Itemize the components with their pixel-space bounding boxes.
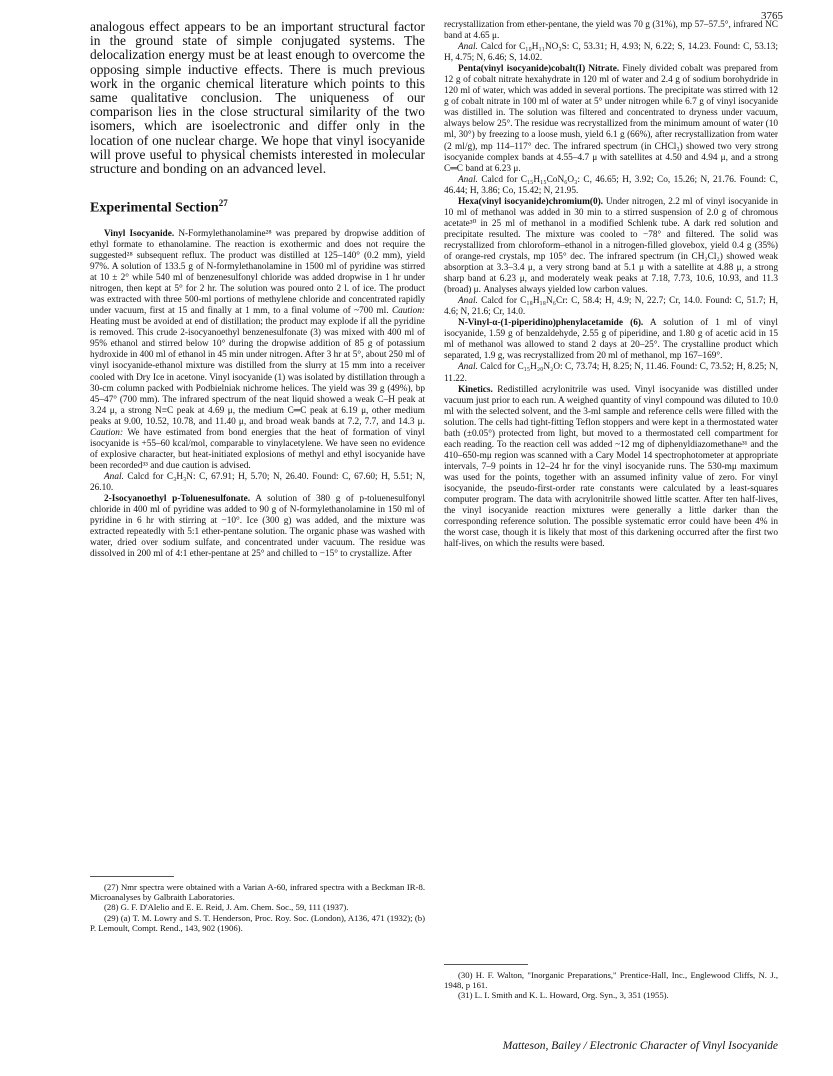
anal-cobalt-text: Calcd for C₁₅H₁₅CoN₆O₃: C, 46.65; H, 3.92; Co, 15.26; N, 21.76. Found: C, 46.44; H, 3.86; Co, 15.42; N, 21.95. [444,174,778,196]
section-heading-text: Experimental Section [90,200,219,216]
vinyl-isocyanide-title: Vinyl Isocyanide. [104,228,175,239]
footnote-29: (29) (a) T. M. Lowry and S. T. Henderson, Proc. Roy. Soc. (London), A136, 471 (1932); (b) P. Lemoult, Compt. Rend., 143, 902 (1906). [90,912,425,933]
anal-cobalt-paragraph [444,175,778,197]
kinetics-text: Redistilled acrylonitrile was used. Vinyl isocyanide was distilled under vacuum just prior to each run. A weighed quantity of vinyl compound was diluted to 10.0 ml with the selected solvent, and the 3-ml sample and reference cells were filled with the solution. The cells had tight-fitting Teflon stoppers and were kept in a thermostated water bath (±0.05°) protected from light, but moved to a thermostated cell compartment for each reading. To the reaction cell was added ~12 mg of diphenyldiazomethane³¹ and the 410–650-mμ region was scanned with a Cary Model 14 spectrophotometer at appropriate intervals, 7–9 points in 12–24 hr for the vinyl isocyanide runs. The 530-mμ maximum was used for the points, together with an assumed infinity value of zero. For vinyl isocyanide, the pseudo-first-order rate constants were calculated by a least-squares computer program. The data with acrylonitrile showed little scatter. After ten half-lives, the vinyl isocyanide reaction mixtures were generally a little darker than the corresponding reference solution. The possible systematic error could have been 4% in the worst case, though it is likely that most of this darkening occurred after the first two half-lives, on which the results were based. [444,384,779,550]
chromium-title: Hexa(vinyl isocyanide)chromium(0). [458,196,604,207]
kinetics-paragraph [444,385,778,551]
page-number: 3765 [761,10,783,22]
intro-paragraph: analogous effect appears to be an important structural factor in the ground state of simple conjugated systems. The delocalization energy must be at least enough to overcome the opposing simple inductive effects. There is much previous work in the organic chemical literature which points to this same qualitative conclusion. The uniqueness of our comparison lies in the close structural similarity of the two isomers, which are isoelectronic and differ only in the location of one nuclear charge. We hope that vinyl isocyanide will prove useful to physical chemists interested in molecular structure and bonding on an advanced level. [90,19,425,177]
cobalt-title: Penta(vinyl isocyanide)cobalt(I) Nitrate. [458,64,620,75]
piperidino-paragraph [444,318,778,362]
anal-tosylate-text: Calcd for C₁₀H₁₁NO₃S: C, 53.31; H, 4.93; N, 6.22; S, 14.23. Found: C, 53.13; H, 4.75; N, 6.46; S, 14.02. [444,42,778,64]
anal-vinyl-text: Calcd for C₃H₃N: C, 67.91; H, 5.70; N, 26.40. Found: C, 67.60; H, 5.51; N, 26.10. [90,471,425,493]
anal-tosylate-paragraph [444,42,778,64]
vinyl-isocyanide-text-3: We have estimated from bond energies that the heat of formation of vinyl isocyanide is +55–60 kcal/mol, comparable to vinylacetylene. We have seen no evidence of explosive character, but heat-initiated explosions of methyl and ethyl isocyanide have been recorded³³ and due caution is advised. [90,427,426,471]
caution-label: Caution: [391,306,425,317]
vinyl-isocyanide-text: N-Formylethanolamine²⁸ was prepared by dropwise addition of ethyl formate to ethanolamine. The reaction is exothermic and does not require the suggested²⁸ subsequent reflux. The product was distilled at 125–140° (0.2 mm), yield 97%. A solution of 133.5 g of N-formylethanolamine in 1500 ml of pyridine was stirred at 10 ± 2° while 540 ml of benzenesulfonyl chloride was added dropwise in 1 hr under nitrogen, then kept at 5° for 2 hr. The solution was poured onto 2 l. of ice. The product was extracted with three 500-ml portions of methylene chloride and concentrated rapidly under vacuum, first at 15 and finally at 1 mm, to a final volume of ~700 ml. [90,228,425,317]
tosylate-title: 2-Isocyanoethyl p-Toluenesulfonate. [104,494,251,505]
anal-label: Anal. [104,471,124,482]
footnote-rule [444,964,528,965]
left-column [90,20,425,560]
running-footer: Matteson, Bailey / Electronic Character of Vinyl Isocyanide [502,1040,778,1052]
anal-chromium-text: Calcd for C₁₈H₁₈N₆Cr: C, 58.4; H, 4.9; N, 22.7; Cr, 14.0. Found: C, 51.7; H, 4.6; N, 21.6; Cr, 14.0. [444,296,778,318]
footnote-rule [90,876,174,877]
tosylate-paragraph [90,494,425,560]
vinyl-isocyanide-text-2: Heating must be avoided at end of distillation; the product may explode if all the pyridine is removed. This crude 2-isocyanoethyl benzenesulfonate (3) was mixed with 400 ml of 95% ethanol and stirred below 10° during the dropwise addition of 85 g of potassium hydroxide in 400 ml of ethanol in 45 min under nitrogen. After 3 hr at 5°, about 250 ml of vinyl isocyanide-ethanol mixture was distilled from the slurry at 15 mm into a receiver cooled with Dry Ice in acetone. Vinyl isocyanide (1) was isolated by distillation through a 30-cm column packed with Podbielniak nichrome helices. The yield was 39 g (49%), bp 45–47° (700 mm). The infrared spectrum of the neat liquid showed a weak C–H peak at 3.24 μ, a strong N≡C peak at 4.69 μ, the medium C═C peak at 6.19 μ, other medium peaks at 9.00, 10.52, 10.78, and 11.40 μ, and broad weak bands at 7.2, 7.7, and 14.3 μ. [90,317,425,427]
footnotes-right [444,964,778,1001]
section-heading-ref: 27 [218,198,228,209]
section-heading [90,198,425,217]
vinyl-isocyanide-paragraph [90,229,425,472]
footnote-30: (30) H. F. Walton, "Inorganic Preparations," Prentice-Hall, Inc., Englewood Cliffs, N. J., 1948, p 161. [444,970,778,991]
right-column [444,20,778,550]
footnote-28: (28) G. F. D'Alelio and E. E. Reid, J. Am. Chem. Soc., 59, 111 (1937). [104,902,349,913]
anal-label: Anal. [458,174,478,185]
cobalt-paragraph [444,64,778,174]
kinetics-title: Kinetics. [458,384,493,395]
anal-label: Anal. [458,296,478,307]
caution-label-2: Caution: [90,427,124,438]
footnote-31: (31) L. I. Smith and K. L. Howard, Org. Syn., 3, 351 (1955). [458,990,669,1001]
chromium-paragraph [444,197,778,296]
anal-label: Anal. [458,362,478,373]
footnote-27: (27) Nmr spectra were obtained with a Varian A-60, infrared spectra with a Beckman IR-8. Microanalyses by Galbraith Laboratories. [90,882,425,903]
chromium-text: Under nitrogen, 2.2 ml of vinyl isocyanide in 10 ml of methanol was added in 30 min to a stirred suspension of 2.0 g of chromous acetate³⁰ in 25 ml of methanol in a modified Schlenk tube. A dark red solution and precipitate resulted. The mixture was cooled to −78° and filtered. The solid was recrystallized from chloroform–ethanol in a nitrogen-filled glovebox, yield 0.4 g (35%) of orange-red crystals, mp 105° dec. The infrared spectrum (in CH₂Cl₂) showed weak absorption at 3.3–3.4 μ, a very strong band at 5.1 μ with a satellite at 4.88 μ, a strong sharp band at 6.23 μ, and moderately weak peaks at 7.18, 7.73, 10.6, 10.93, and 11.3 (broad) μ. Analyses always yielded low carbon values. [444,196,778,296]
tosylate-text: A solution of 380 g of p-toluenesulfonyl chloride in 400 ml of pyridine was added to 90 g of N-formylethanolamine in 150 ml of pyridine in 6 hr with stirring at −10°. Ice (300 g) was added, and the mixture was extracted repeatedly with 5:1 ether-pentane solution. The organic phase was washed with water, dried over sodium sulfate, and concentrated under vacuum. The residue was dissolved in 200 ml of 4:1 ether-pentane at 25° and chilled to −15° to crystallize. After [90,494,425,560]
anal-label: Anal. [458,42,478,53]
anal-piperidino-text: Calcd for C₁₅H₂₀N₂O: C, 73.74; H, 8.25; N, 11.46. Found: C, 73.52; H, 8.25; N, 11.22. [444,362,778,384]
cobalt-text: Finely divided cobalt was prepared from 12 g of cobalt nitrate hexahydrate in 120 ml of water and 2.4 g of sodium borohydride in 120 ml of water, which was added in several portions. The precipitate was stirred with 12 g of cobalt nitrate in 100 ml of water at 5° under nitrogen while 6.7 g of vinyl isocyanide was distilled in. The solution was filtered and concentrated to dryness under vacuum, always below 25°. The residue was recrystallized from the minimum amount of water (10 ml, 30°) by freezing to a loose mush, yield 6.1 g (66%), after recrystallization from water (2 ml/g), mp 114–117° dec. The infrared spectrum (in CHCl₃) showed two very strong isocyanide complex bands at 4.55–4.7 μ with satellites at 4.50 and 4.94 μ, and a strong C═C band at 6.23 μ. [444,64,779,174]
anal-vinyl-paragraph [90,472,425,494]
piperidino-text: A solution of 1 ml of vinyl isocyanide, 1.59 g of benzaldehyde, 2.55 g of piperidine, and 1.80 g of acetic acid in 15 ml of methanol was allowed to stand 2 days at 20–25°. The crystalline product which separated, 1.9 g, was recrystallized from 20 ml of methanol, mp 167–169°. [444,318,778,362]
footnotes-left [90,876,425,933]
piperidino-title: N-Vinyl-α-(1-piperidino)phenylacetamide (6). [458,318,644,329]
anal-chromium-paragraph [444,296,778,318]
tosylate-continuation: recrystallization from ether-pentane, the yield was 70 g (31%), mp 57–57.5°, infrared NC band at 4.65 μ. [444,20,778,42]
anal-piperidino-paragraph [444,362,778,384]
